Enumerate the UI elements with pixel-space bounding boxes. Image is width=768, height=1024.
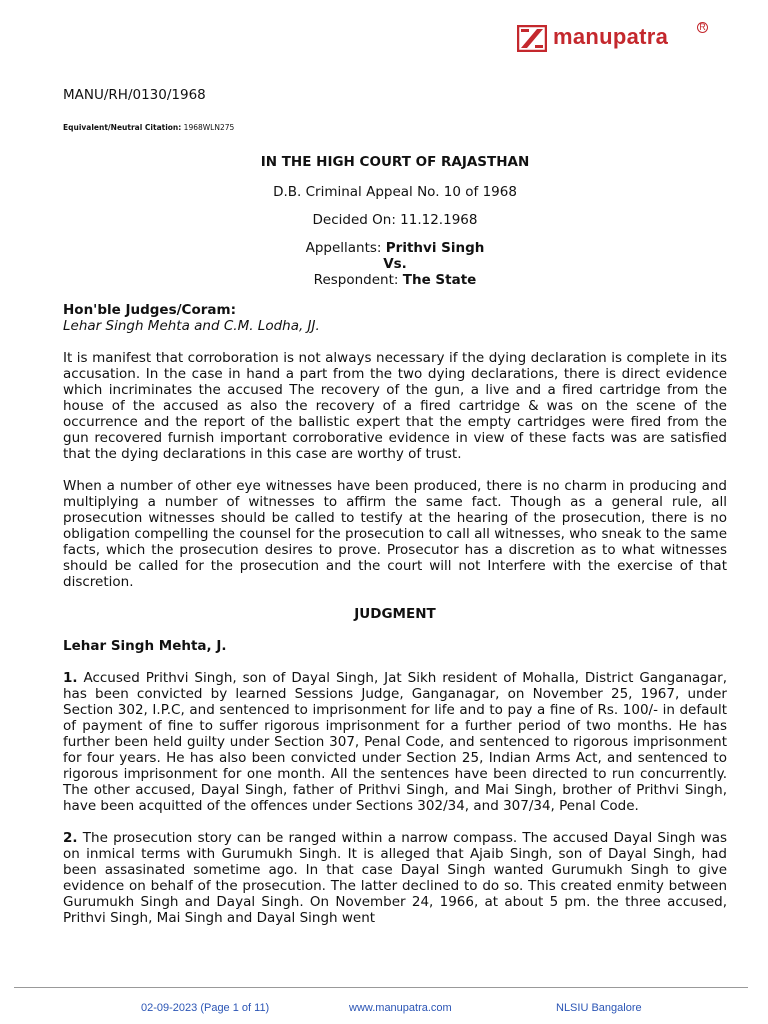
case-number: D.B. Criminal Appeal No. 10 of 1968 bbox=[273, 184, 517, 200]
document-body bbox=[63, 87, 727, 926]
footer-date-page: 02-09-2023 (Page 1 of 11) bbox=[141, 1002, 270, 1014]
judges-label: Hon'ble Judges/Coram: bbox=[63, 302, 236, 318]
respondent-name: The State bbox=[402, 272, 477, 288]
judgment-author: Lehar Singh Mehta, J. bbox=[63, 638, 227, 654]
appellants-name: Prithvi Singh bbox=[385, 240, 485, 256]
footer-site-link[interactable]: www.manupatra.com bbox=[349, 1002, 452, 1014]
brand-name: manupatra bbox=[553, 24, 669, 49]
respondent-line bbox=[63, 272, 727, 288]
respondent-label: Respondent: bbox=[313, 272, 399, 288]
court-name: IN THE HIGH COURT OF RAJASTHAN bbox=[260, 154, 530, 170]
citation-label: Equivalent/Neutral Citation: bbox=[63, 123, 182, 132]
paragraph-number: 1. bbox=[63, 670, 78, 686]
paragraph-1 bbox=[63, 670, 727, 814]
manupatra-logo-icon bbox=[517, 25, 547, 52]
paragraph-2 bbox=[63, 830, 727, 926]
parties bbox=[63, 240, 727, 288]
judgment-heading: JUDGMENT bbox=[354, 606, 436, 622]
manupatra-logo bbox=[517, 22, 713, 56]
registered-mark: R bbox=[697, 22, 708, 33]
footer-divider bbox=[14, 987, 748, 988]
versus: Vs. bbox=[383, 256, 407, 272]
coram bbox=[63, 302, 727, 334]
headnote-paragraph-2: When a number of other eye witnesses have been produced, there is no charm in producing and multiplying a number of witnesses to affirm the same fact. Though as a general rule, all prosecution witnesses should be called to testify at the hearing of the prosecution, there is no obligation compelling the counsel for the prosecution to call all witnesses, who sneak to the same facts, which the prosecution desires to prove. Prosecutor has a discretion as to what witnesses should be called for the prosecution and the court will not Interfere with the exercise of that discretion. bbox=[63, 478, 727, 590]
appellants-label: Appellants: bbox=[305, 240, 382, 256]
paragraph-text: The prosecution story can be ranged within a narrow compass. The accused Dayal Singh was on inmical terms with Gurumukh Singh. It is alleged that Ajaib Singh, son of Dayal Singh, had been assasinated sometime ago. In that case Dayal Singh wanted Gurumukh Singh to give evidence on behalf of the prosecution. The latter declined to do so. This created enmity between Gurumukh Singh and Dayal Singh. On November 24, 1966, at about 5 pm. the three accused, Prithvi Singh, Mai Singh and Dayal Singh went bbox=[63, 830, 727, 926]
neutral-citation bbox=[63, 120, 727, 136]
judges-names: Lehar Singh Mehta and C.M. Lodha, JJ. bbox=[63, 318, 320, 334]
appellants-line bbox=[63, 240, 727, 256]
manu-id: MANU/RH/0130/1968 bbox=[63, 87, 206, 103]
paragraph-text: Accused Prithvi Singh, son of Dayal Singh, Jat Sikh resident of Mohalla, District Ganganagar, has been convicted by learned Sessions Judge, Ganganagar, on November 25, 1967, under Section 302, I.P.C, and sentenced to imprisonment for life and to pay a fine of Rs. 100/- in default of payment of fine to suffer rigorous imprisonment for a further period of two months. He has further been held guilty under Section 307, Penal Code, and sentenced to rigorous imprisonment for four years. He has also been convicted under Section 25, Indian Arms Act, and sentenced to rigorous imprisonment for one month. All the sentences have been directed to run concurrently. The other accused, Dayal Singh, father of Prithvi Singh, and Mai Singh, brother of Prithvi Singh, have been acquitted of the offences under Sections 302/34, and 307/34, Penal Code. bbox=[63, 670, 727, 814]
decided-on: Decided On: 11.12.1968 bbox=[312, 212, 478, 228]
headnote-paragraph-1: It is manifest that corroboration is not always necessary if the dying declaration is complete in its accusation. In the case in hand a part from the two dying declarations, there is direct evidence which incriminates the accused The recovery of the gun, a live and a fired cartridge from the house of the accused as also the recovery of a fired cartridge & was on the scene of the occurrence and the report of the ballistic expert that the empty cartridges were fired from the gun recovered furnish important corroborative evidence in view of these facts was are satisfied that the dying declarations in this case are worthy of trust. bbox=[63, 350, 727, 462]
paragraph-number: 2. bbox=[63, 830, 78, 846]
footer-institution: NLSIU Bangalore bbox=[556, 1002, 642, 1014]
citation-value: 1968WLN275 bbox=[183, 123, 235, 132]
